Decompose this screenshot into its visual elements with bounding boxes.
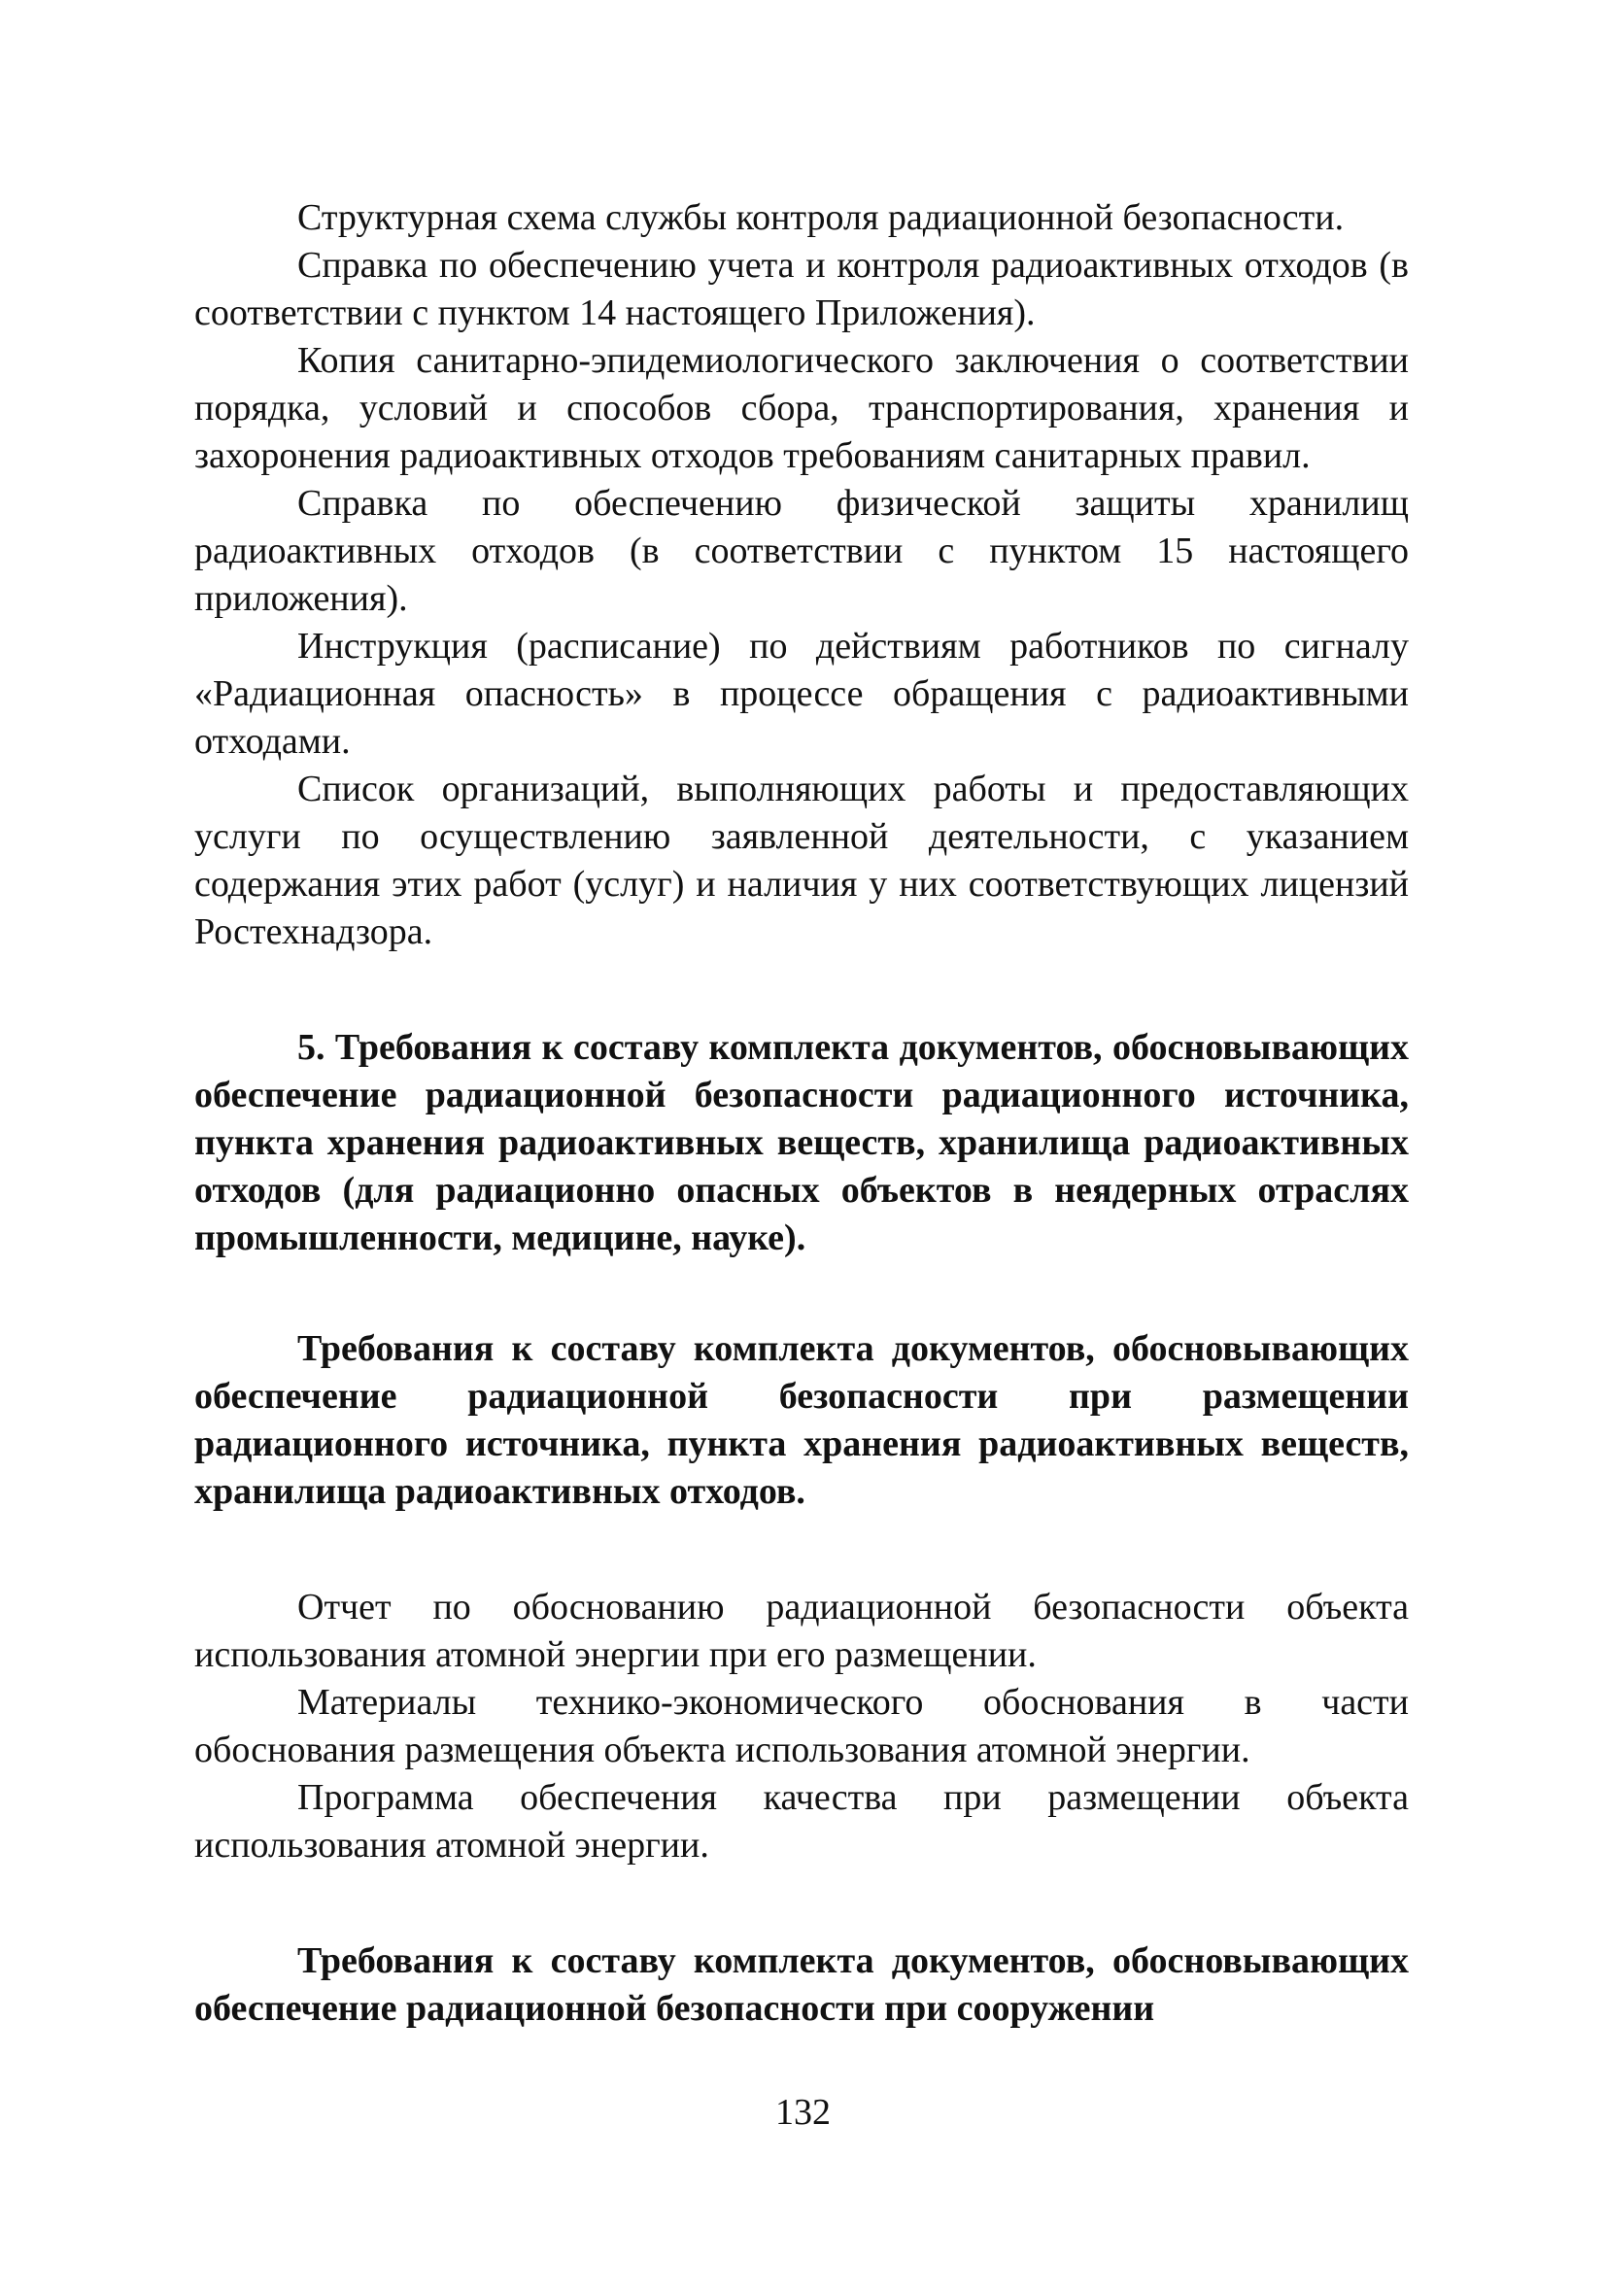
construction-heading: Требования к составу комплекта документов, обосновывающих обеспечение радиационной безопасности при сооружении	[194, 1940, 1409, 2029]
paragraph-instruction: Инструкция (расписание) по действиям работников по сигналу «Радиационная опасность» в процессе обращения с радиоактивными отходами.	[194, 626, 1409, 762]
paragraph-physical-protection: Справка по обеспечению физической защиты хранилищ радиоактивных отходов (в соответствии с пунктом 15 настоящего приложения).	[194, 483, 1409, 619]
paragraph-organizations-list: Список организаций, выполняющих работы и предоставляющих услуги по осуществлению заявленной деятельности, с указанием содержания этих работ (услуг) и наличия у них соответствующих лицензий Ростехнадзора.	[194, 769, 1409, 952]
document-page	[194, 194, 1409, 2033]
paragraph-safety-report: Отчет по обоснованию радиационной безопасности объекта использования атомной энергии при его размещении.	[194, 1587, 1409, 1675]
paragraph-feasibility-materials: Материалы технико-экономического обоснования в части обоснования размещения объекта использования атомной энергии.	[194, 1682, 1409, 1770]
page-number: 132	[775, 2092, 831, 2133]
paragraph-quality-program: Программа обеспечения качества при размещении объекта использования атомной энергии.	[194, 1777, 1409, 1866]
paragraph-sanitary-conclusion: Копия санитарно-эпидемиологического заключения о соответствии порядка, условий и способов сбора, транспортирования, хранения и захоронения радиоактивных отходов требованиям санитарных правил.	[194, 340, 1409, 476]
placement-heading: Требования к составу комплекта документов, обосновывающих обеспечение радиационной безопасности при размещении радиационного источника, пункта хранения радиоактивных веществ, хранилища радиоактивных отходов.	[194, 1328, 1409, 1512]
paragraph-waste-accounting: Справка по обеспечению учета и контроля радиоактивных отходов (в соответствии с пунктом 14 настоящего Приложения).	[194, 245, 1409, 333]
paragraph-structure-scheme: Структурная схема службы контроля радиационной безопасности.	[297, 197, 1345, 238]
section-5-heading: 5. Требования к составу комплекта документов, обосновывающих обеспечение радиационной безопасности радиационного источника, пункта хранения радиоактивных веществ, хранилища радиоактивных отходов (для радиационно опасных объектов в неядерных отраслях промышленности, медицине, науке).	[194, 1027, 1409, 1258]
